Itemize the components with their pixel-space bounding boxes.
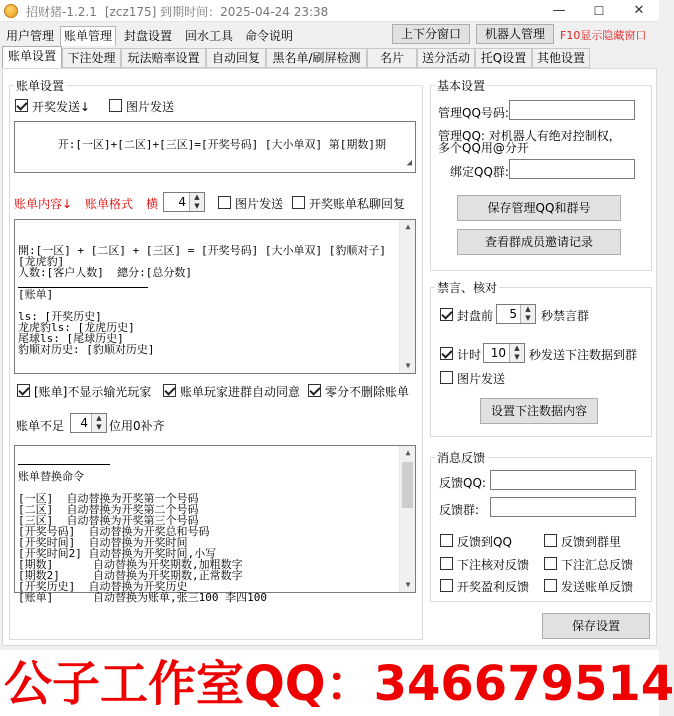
spin-up-icon[interactable]: ▲	[194, 193, 200, 201]
scroll-down-icon[interactable]: ▼	[405, 361, 411, 370]
admin-note-1: 管理QQ: 对机器人有绝对控制权，	[438, 129, 621, 143]
menu-seal-settings[interactable]: 封盘设置	[124, 29, 173, 43]
updown-window-button[interactable]: 上下分窗口	[392, 24, 470, 44]
checkbox-zero-keep[interactable]	[308, 384, 321, 397]
tab-page-bill-settings	[2, 68, 657, 646]
checkbox-open-send[interactable]	[15, 99, 28, 112]
feedback-qq-input[interactable]	[490, 470, 636, 490]
checkbox-profit[interactable]	[440, 579, 453, 592]
save-admin-button[interactable]: 保存管理QQ和群号	[457, 195, 621, 221]
user-id: [zcz175]	[104, 5, 157, 19]
mute-picture-label: 图片发送	[457, 372, 506, 386]
studio-banner-text: 公子工作室QQ：346679514	[4, 656, 674, 712]
timer-label: 计时	[457, 348, 482, 362]
checkbox-bill-picture[interactable]	[218, 196, 231, 209]
checkbox-open-picture[interactable]	[109, 99, 122, 112]
checkbox-hide-lost[interactable]	[17, 384, 30, 397]
robot-management-button[interactable]: 机器人管理	[476, 24, 554, 44]
feedback-group-input[interactable]	[490, 497, 636, 517]
spin-down-icon[interactable]: ▼	[194, 202, 200, 210]
checkbox-send-bill[interactable]	[544, 579, 557, 592]
tab-other-settings[interactable]: 其他设置	[532, 48, 590, 68]
content-line: [龙虎豹]	[18, 255, 65, 268]
hotkey-hint: F10显示隐藏窗口	[560, 29, 647, 42]
app-pig-icon	[4, 4, 18, 18]
format-spinner[interactable]	[163, 192, 205, 212]
replace-line: [二区] 自动替换为开奖第二个号码	[18, 503, 199, 516]
bill-content-textbox[interactable]	[14, 219, 416, 374]
feedback-group-cb-label: 反馈到群里	[561, 535, 622, 549]
tab-bill-settings[interactable]: 账单设置	[2, 46, 62, 68]
tab-strip	[0, 48, 659, 68]
admin-qq-label: 管理QQ号码:	[438, 106, 509, 120]
menu-command-help[interactable]: 命令说明	[245, 29, 294, 43]
scroll-thumb[interactable]	[402, 462, 413, 508]
title-bar	[0, 0, 659, 22]
bill-group-title: 账单设置	[16, 79, 65, 93]
hide-lost-label: [账单]不显示输光玩家	[34, 385, 152, 399]
bind-group-label: 绑定QQ群:	[450, 165, 509, 179]
bill-picture-label: 图片发送	[235, 197, 284, 211]
minimize-button[interactable]: —	[552, 3, 566, 18]
basic-group-title: 基本设置	[437, 79, 486, 93]
bill-divider	[18, 287, 148, 288]
tab-bonus-activity[interactable]: 送分活动	[417, 48, 475, 68]
content-line: ls: [开奖历史]	[18, 310, 102, 323]
feedback-group-title: 消息反馈	[437, 451, 486, 465]
replace-line: [开奖时间2] 自动替换为开奖时间,小写	[18, 547, 217, 560]
bill-content-label: 账单内容↓	[14, 197, 73, 211]
replace-command-lines	[18, 471, 395, 603]
replace-commands-scrollbar[interactable]	[399, 446, 415, 592]
resize-grip-icon: ◢	[406, 158, 412, 168]
pad-spinner[interactable]	[70, 413, 107, 433]
feedback-group-label: 反馈群:	[439, 503, 480, 517]
content-line: [账单]	[18, 288, 54, 301]
feedback-qq-label: 反馈QQ:	[439, 476, 486, 490]
expire-time: 到期时间：2025-04-24 23:38	[160, 5, 329, 19]
seal-seconds-spinner[interactable]	[496, 304, 536, 324]
tab-auto-reply[interactable]: 自动回复	[206, 48, 266, 68]
tab-bet-processing[interactable]: 下注处理	[62, 48, 121, 68]
replace-line: [开奖时间] 自动替换为开奖时间	[18, 536, 188, 549]
bill-content-lines	[18, 245, 395, 355]
bill-format-label: 账单格式	[85, 197, 134, 211]
auto-agree-label: 账单玩家进群自动同意	[180, 385, 301, 399]
send-bill-label: 发送账单反馈	[561, 580, 634, 594]
format-spinner-value: 4	[178, 195, 186, 209]
seal-post-label: 秒禁言群	[541, 309, 590, 323]
window-title-text	[26, 3, 328, 20]
pad-label-pre: 账单不足	[16, 419, 65, 433]
content-line: 豹顺对历史: [豹顺对历史]	[18, 343, 155, 356]
content-line: 人数:[客户人数] 總分:[总分数]	[18, 266, 192, 279]
seal-seconds-value: 5	[509, 307, 517, 321]
spin-up-icon[interactable]: ▲	[96, 414, 102, 422]
tab-blacklist[interactable]: 黑名单/刷屏检测	[266, 48, 367, 68]
zero-keep-label: 零分不删除账单	[325, 385, 410, 399]
seal-mute-label: 封盘前	[457, 309, 494, 323]
replace-line: [账单] 自动替换为账单,张三100 李四100	[18, 591, 267, 604]
content-line: 龙虎豹ls: [龙虎历史]	[18, 321, 135, 334]
open-template-text: 开:[一区]+[二区]+[三区]=[开奖号码] [大小单双] 第[期数]期	[57, 138, 386, 151]
checkbox-bet-check[interactable]	[440, 557, 453, 570]
replace-line: [期数] 自动替换为开奖期数,加粗数字	[18, 558, 243, 571]
open-template-textbox[interactable]	[14, 121, 416, 173]
spin-down-icon[interactable]: ▼	[96, 423, 102, 431]
menu-rebate-tools[interactable]: 回水工具	[185, 29, 234, 43]
format-spinner-buttons[interactable]	[189, 193, 204, 211]
spin-down-icon[interactable]: ▼	[514, 353, 520, 361]
replace-line: [开奖号码] 自动替换为开奖总和号码	[18, 525, 210, 538]
bet-summary-label: 下注汇总反馈	[561, 558, 634, 572]
checkbox-feedback-qq[interactable]	[440, 534, 453, 547]
scroll-up-icon[interactable]: ▲	[405, 222, 411, 231]
app-title: 招财猪-1.2.1	[26, 5, 97, 19]
replace-commands-textbox[interactable]	[14, 445, 416, 604]
admin-qq-input[interactable]	[509, 100, 635, 120]
timer-seconds-value: 10	[490, 346, 506, 360]
bet-check-label: 下注核对反馈	[457, 558, 530, 572]
scroll-up-icon[interactable]: ▲	[405, 448, 411, 457]
checkbox-auto-agree[interactable]	[163, 384, 176, 397]
horizontal-label: 横	[146, 197, 159, 211]
open-picture-label: 图片发送	[126, 100, 175, 114]
tab-odds-settings[interactable]: 玩法赔率设置	[121, 48, 206, 68]
replace-line: [期数2] 自动替换为开奖期数,正常数字	[18, 569, 243, 582]
spin-up-icon[interactable]: ▲	[514, 344, 520, 352]
save-settings-button[interactable]: 保存设置	[542, 613, 650, 639]
set-bet-data-button[interactable]: 设置下注数据内容	[480, 398, 598, 424]
bill-content-scrollbar[interactable]	[399, 220, 415, 373]
open-send-label: 开奖发送↓	[32, 100, 91, 114]
close-button[interactable]: ✕	[633, 3, 645, 18]
menu-user-management[interactable]: 用户管理	[6, 29, 55, 43]
view-invites-button[interactable]: 查看群成员邀请记录	[457, 229, 621, 255]
checkbox-seal-mute[interactable]	[440, 308, 453, 321]
content-line: 開:[一区] + [二区] + [三区] = [开奖号码] [大小单双] [豹顺对子]	[18, 244, 386, 257]
studio-banner	[0, 650, 674, 716]
checkbox-private-reply[interactable]	[292, 196, 305, 209]
profit-label: 开奖盈利反馈	[457, 580, 530, 594]
scroll-down-icon[interactable]: ▼	[405, 580, 411, 589]
checkbox-feedback-group[interactable]	[544, 534, 557, 547]
menu-bill-management[interactable]: 账单管理	[60, 26, 116, 46]
replace-line: 账单替换命令	[18, 470, 84, 483]
tab-agent-q[interactable]: 托Q设置	[475, 48, 532, 68]
replace-title-underline	[18, 464, 110, 465]
checkbox-mute-picture[interactable]	[440, 371, 453, 384]
admin-note-2: 多个QQ用@分开	[438, 141, 529, 155]
tab-card[interactable]: 名片	[367, 48, 417, 68]
bind-group-input[interactable]	[509, 159, 635, 179]
feedback-qq-cb-label: 反馈到QQ	[457, 535, 512, 549]
timer-seconds-spinner[interactable]	[483, 343, 525, 363]
timer-post-label: 秒发送下注数据到群	[529, 348, 638, 362]
pad-spinner-buttons[interactable]	[91, 414, 106, 432]
checkbox-bet-summary[interactable]	[544, 557, 557, 570]
mute-group-title: 禁言、核对	[437, 281, 498, 295]
replace-line: [一区] 自动替换为开奖第一个号码	[18, 492, 199, 505]
spin-down-icon[interactable]: ▼	[525, 314, 531, 322]
timer-spinner-buttons[interactable]	[509, 344, 524, 362]
private-reply-label: 开奖账单私聊回复	[309, 197, 406, 211]
pad-label-post: 位用0补齐	[109, 419, 165, 433]
checkbox-timer[interactable]	[440, 347, 453, 360]
replace-line: [开奖历史] 自动替换为开奖历史	[18, 580, 188, 593]
pad-spinner-value: 4	[80, 416, 88, 430]
replace-line: [三区] 自动替换为开奖第三个号码	[18, 514, 199, 527]
content-line: 尾球ls: [尾球历史]	[18, 332, 124, 345]
spin-up-icon[interactable]: ▲	[525, 305, 531, 313]
seal-spinner-buttons[interactable]	[520, 305, 535, 323]
maximize-button[interactable]: ☐	[593, 4, 605, 18]
